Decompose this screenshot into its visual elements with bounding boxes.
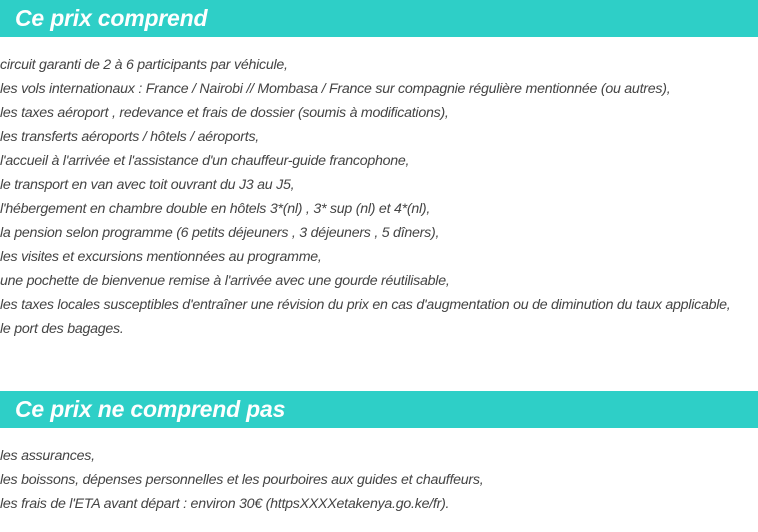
included-section-title: Ce prix comprend xyxy=(15,5,208,31)
excluded-section-header xyxy=(0,391,758,428)
excluded-list xyxy=(0,444,758,516)
included-item: les taxes locales susceptibles d'entraîner une révision du prix en cas d'augmentation ou de diminution du taux applicable, xyxy=(0,297,731,313)
excluded-item: les boissons, dépenses personnelles et les pourboires aux guides et chauffeurs, xyxy=(0,472,484,488)
included-item: le port des bagages. xyxy=(0,321,124,337)
included-list xyxy=(0,53,758,341)
included-item: une pochette de bienvenue remise à l'arrivée avec une gourde réutilisable, xyxy=(0,273,450,289)
included-section-header xyxy=(0,0,758,37)
included-item: la pension selon programme (6 petits déjeuners , 3 déjeuners , 5 dîners), xyxy=(0,225,440,241)
included-item: circuit garanti de 2 à 6 participants par véhicule, xyxy=(0,57,288,73)
excluded-item: les frais de l'ETA avant départ : environ 30€ (httpsXXXXetakenya.go.ke/fr). xyxy=(0,496,450,512)
included-item: les taxes aéroport , redevance et frais de dossier (soumis à modifications), xyxy=(0,105,449,121)
included-item: les visites et excursions mentionnées au programme, xyxy=(0,249,322,265)
excluded-section-title: Ce prix ne comprend pas xyxy=(15,396,286,422)
included-item: les transferts aéroports / hôtels / aéroports, xyxy=(0,129,259,145)
included-item: l'accueil à l'arrivée et l'assistance d'un chauffeur-guide francophone, xyxy=(0,153,410,169)
included-item: le transport en van avec toit ouvrant du J3 au J5, xyxy=(0,177,295,193)
excluded-item: les assurances, xyxy=(0,448,95,464)
included-item: l'hébergement en chambre double en hôtels 3*(nl) , 3* sup (nl) et 4*(nl), xyxy=(0,201,431,217)
included-item: les vols internationaux : France / Nairobi // Mombasa / France sur compagnie régulière mentionnée (ou autres), xyxy=(0,81,671,97)
